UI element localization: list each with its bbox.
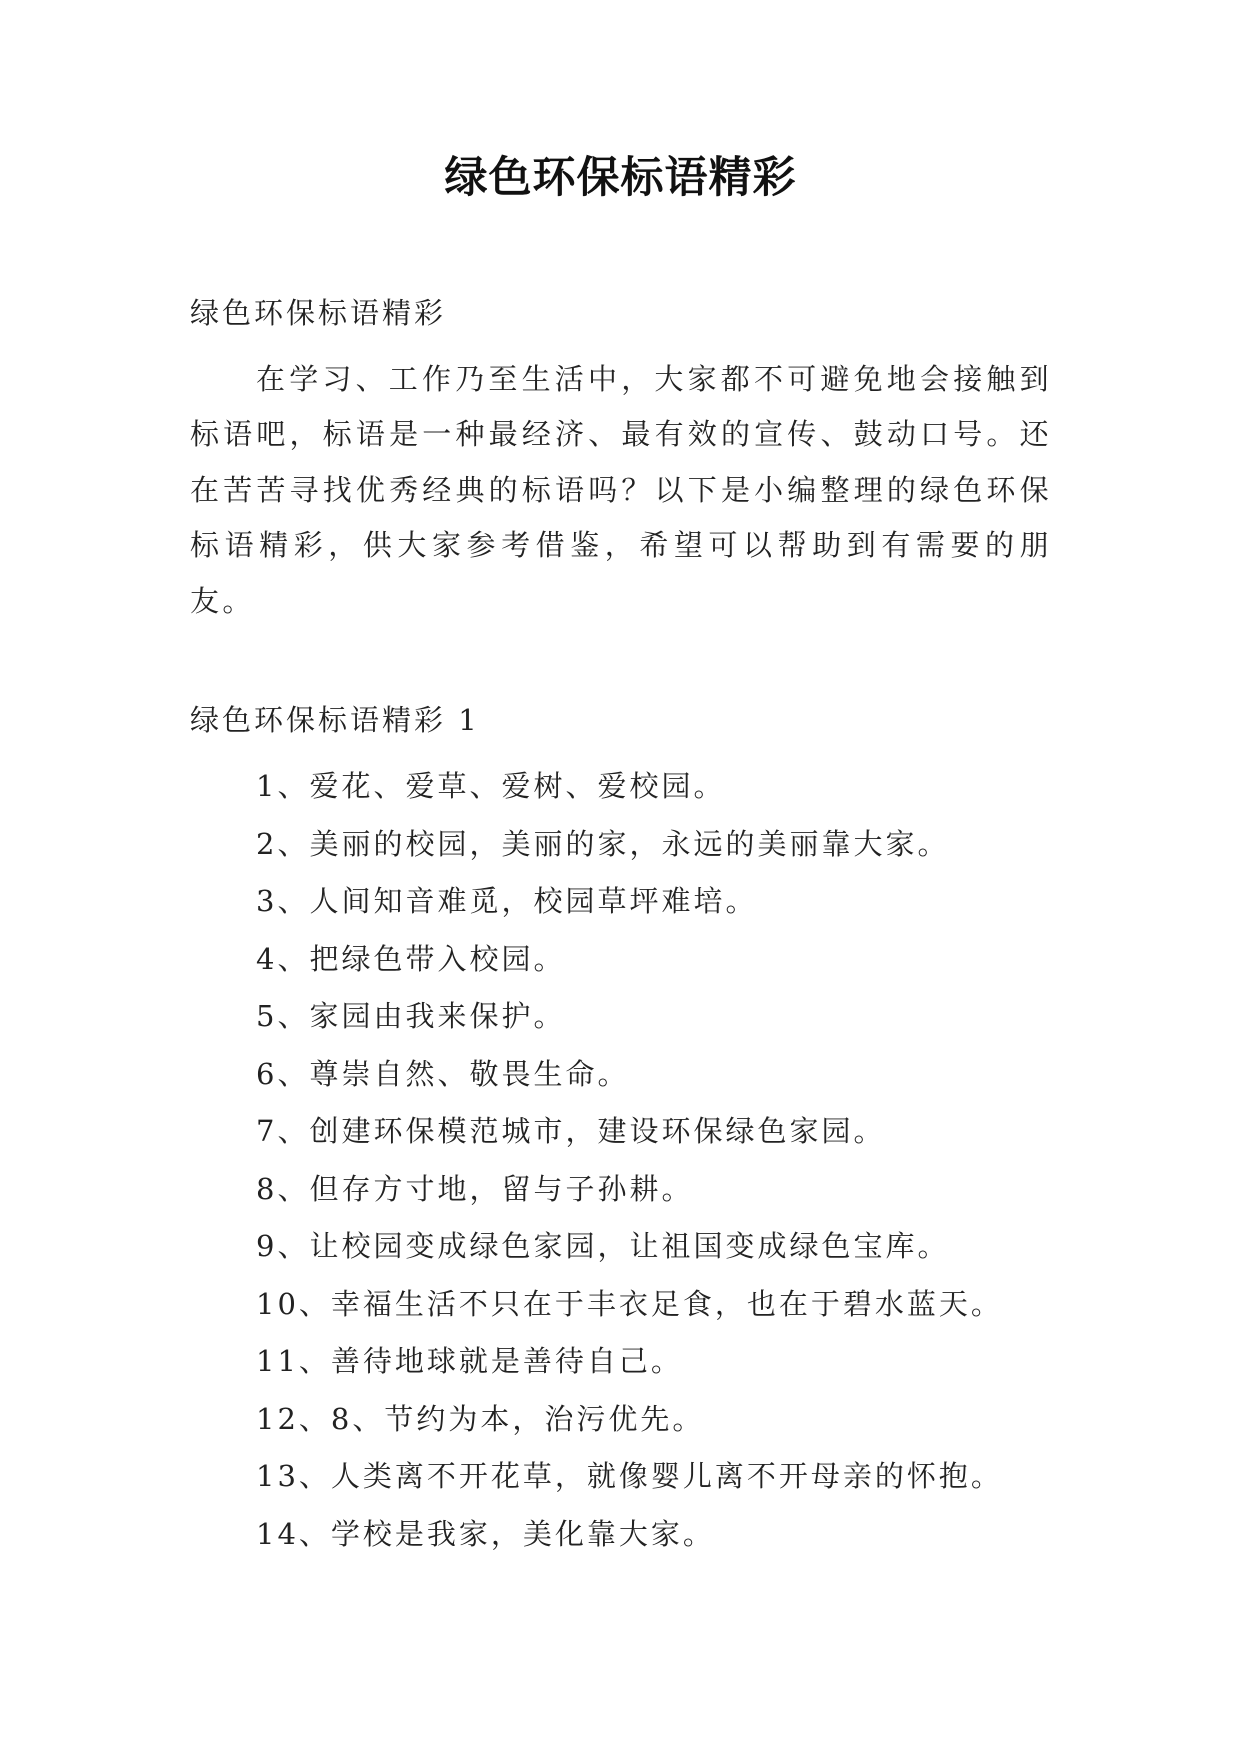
list-item: 7、创建环保模范城市，建设环保绿色家园。 xyxy=(256,1114,886,1148)
list-item: 9、让校园变成绿色家园，让祖国变成绿色宝库。 xyxy=(256,1229,950,1263)
section-heading: 绿色环保标语精彩 1 xyxy=(190,703,480,737)
list-item: 14、学校是我家，美化靠大家。 xyxy=(256,1516,715,1551)
list-item: 13、人类离不开花草，就像婴儿离不开母亲的怀抱。 xyxy=(256,1459,1003,1493)
list-item: 1、爱花、爱草、爱树、爱校园。 xyxy=(256,769,726,803)
intro-heading: 绿色环保标语精彩 xyxy=(190,296,447,330)
list-item: 2、美丽的校园，美丽的家，永远的美丽靠大家。 xyxy=(256,826,950,861)
list-item: 5、家园由我来保护。 xyxy=(256,999,566,1033)
intro-paragraph: 在学习、工作乃至生活中，大家都不可避免地会接触到标语吧，标语是一种最经济、最有效的宣传、鼓动口号。还在苦苦寻找优秀经典的标语吗？以下是小编整理的绿色环保标语精彩，供大家参考借鉴，希望可以帮助到有需要的朋友。 xyxy=(190,362,1052,618)
slogan-list xyxy=(256,758,1003,1563)
list-item: 11、善待地球就是善待自己。 xyxy=(256,1344,683,1378)
list-item: 4、把绿色带入校园。 xyxy=(256,941,566,976)
list-item: 6、尊崇自然、敬畏生命。 xyxy=(256,1056,630,1091)
list-item: 3、人间知音难觅，校园草坪难培。 xyxy=(256,884,758,918)
list-item: 8、但存方寸地，留与子孙耕。 xyxy=(256,1171,694,1206)
list-item: 12、8、节约为本，治污优先。 xyxy=(256,1401,705,1436)
list-item: 10、幸福生活不只在于丰衣足食，也在于碧水蓝天。 xyxy=(256,1286,1003,1321)
document-title: 绿色环保标语精彩 xyxy=(444,153,797,203)
